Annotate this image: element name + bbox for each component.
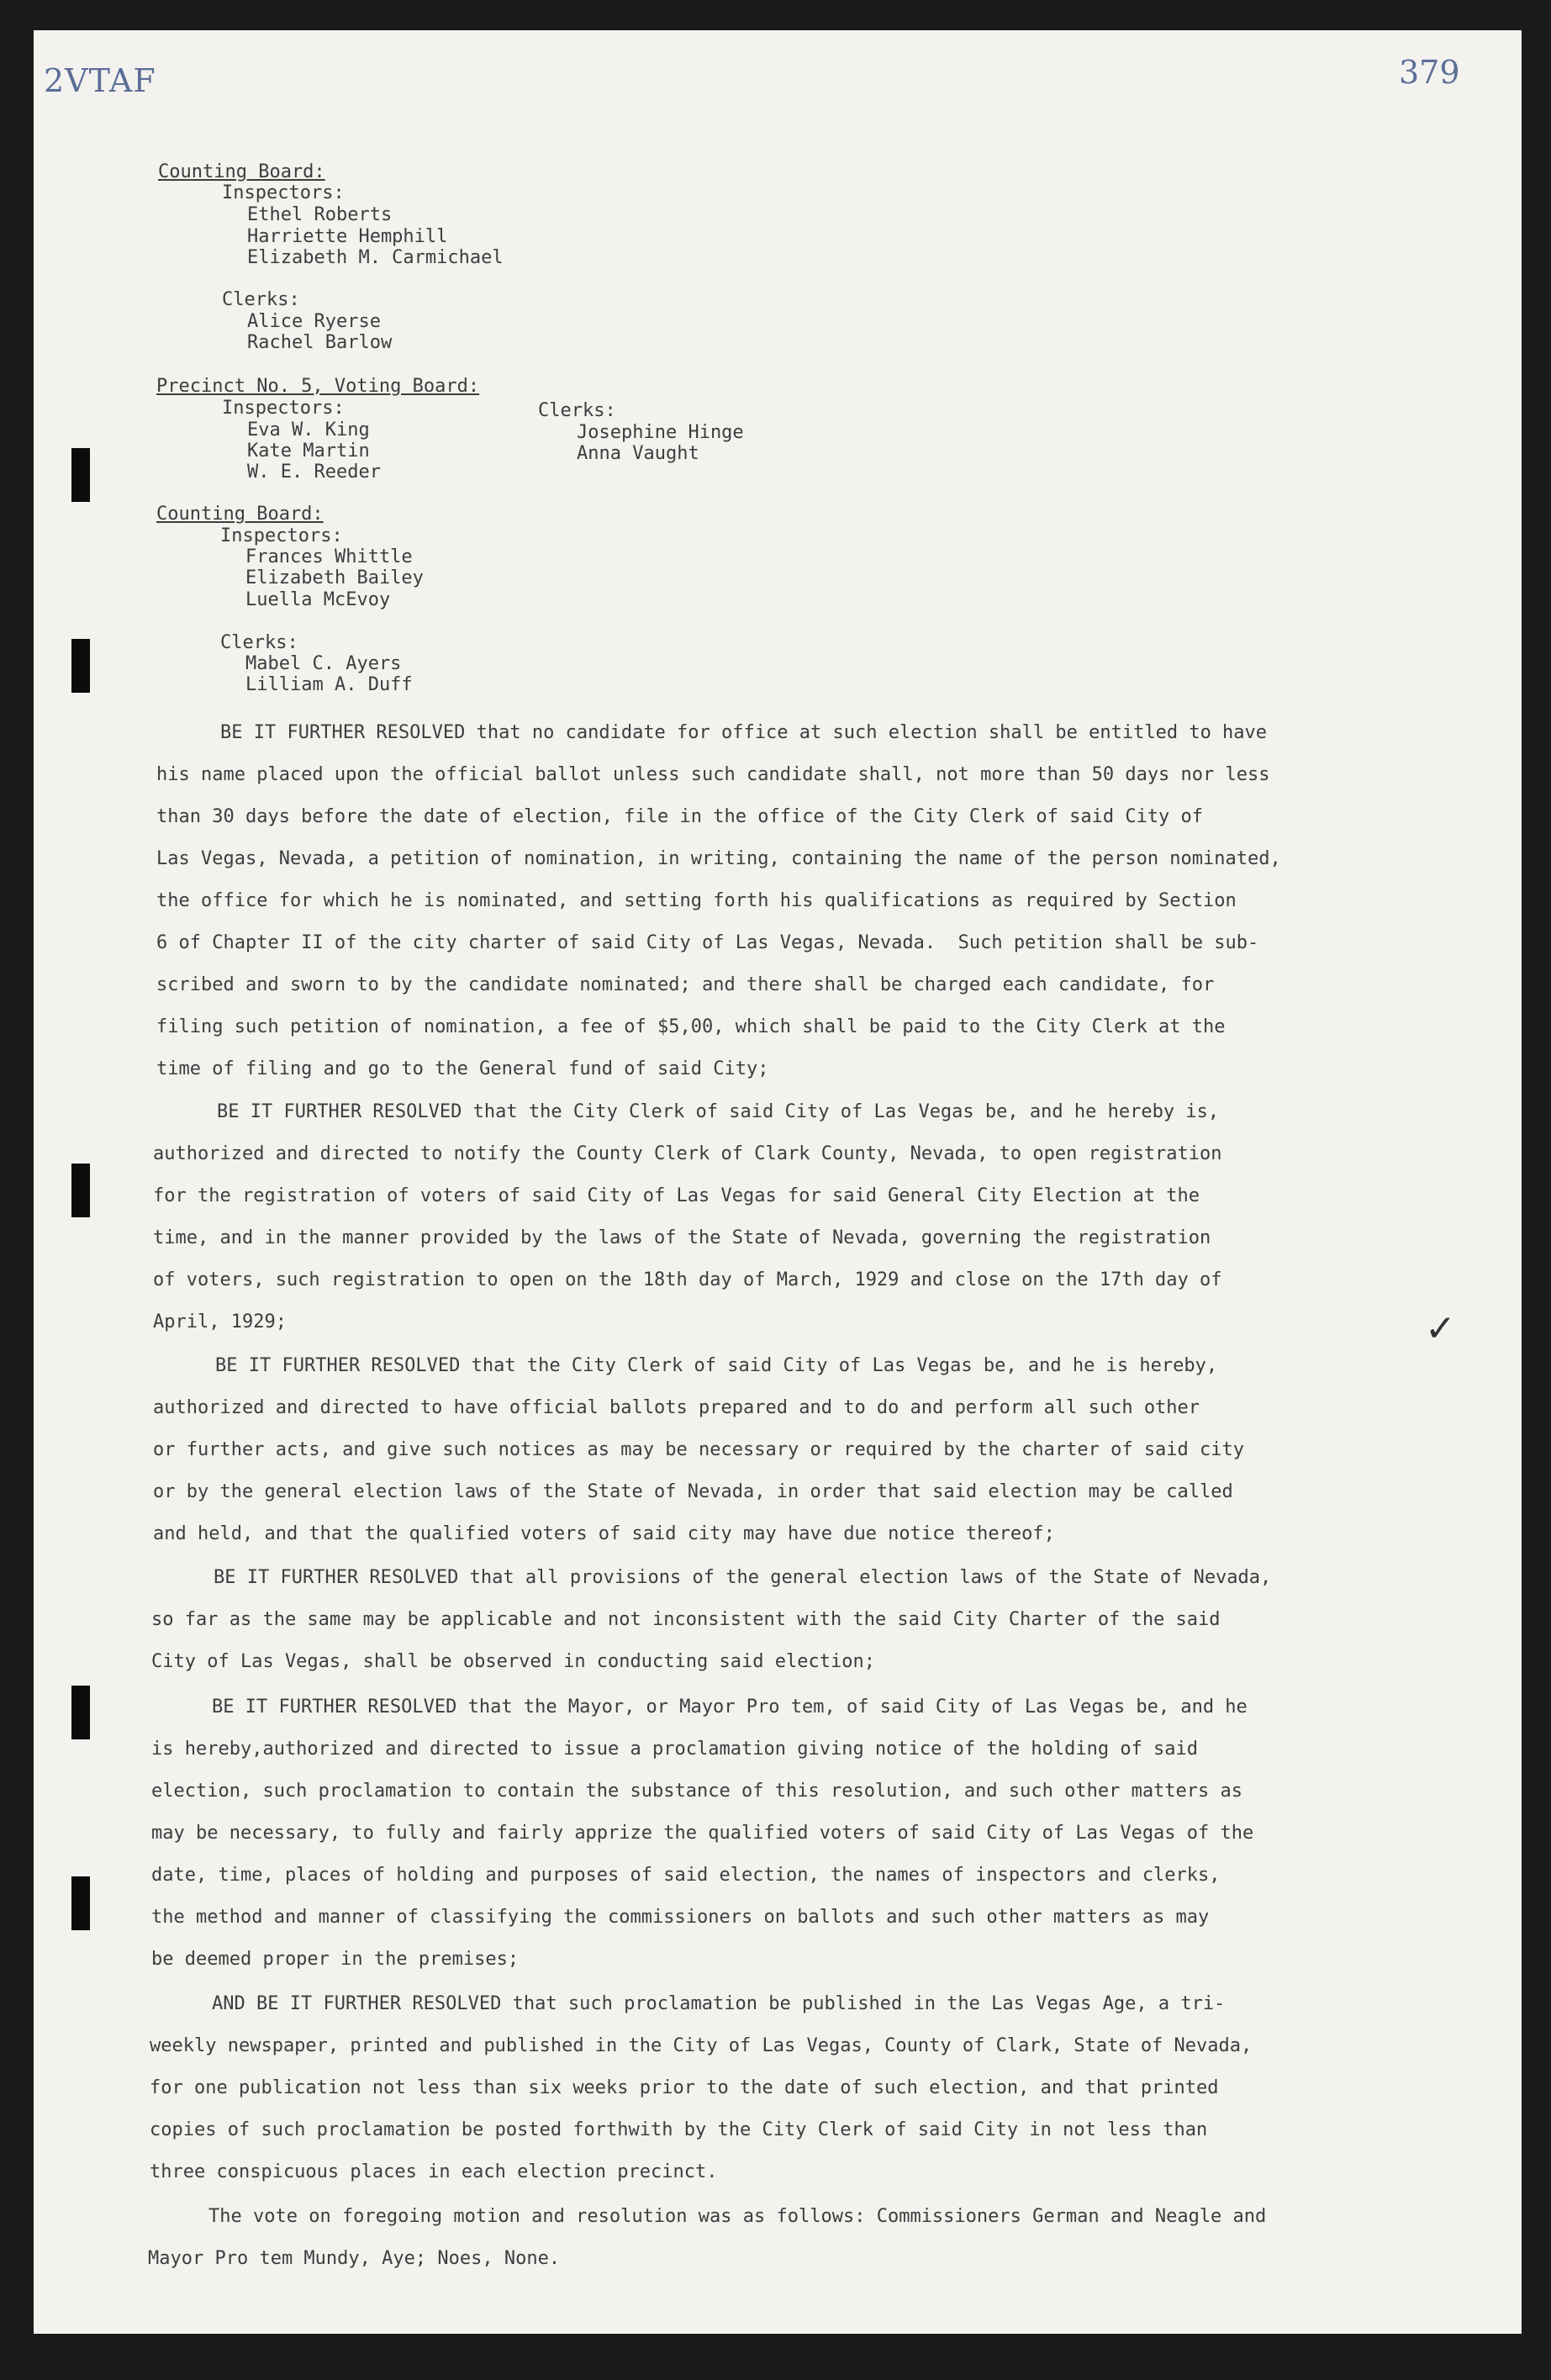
clerks-label: Clerks: bbox=[538, 400, 616, 421]
body-line: or by the general election laws of the State of Nevada, in order that said election may be called bbox=[153, 1481, 1233, 1502]
body-line: for one publication not less than six weeks prior to the date of such election, and that printed bbox=[150, 2077, 1219, 2098]
body-line: weekly newspaper, printed and published in the City of Las Vegas, County of Clark, State of Nevada, bbox=[150, 2035, 1253, 2056]
body-line: is hereby,authorized and directed to issue a proclamation giving notice of the holding of said bbox=[151, 1739, 1199, 1760]
clerk-name: Rachel Barlow bbox=[247, 332, 393, 353]
inspector-name: Harriette Hemphill bbox=[247, 226, 448, 247]
clerk-name: Lilliam A. Duff bbox=[245, 674, 413, 695]
body-line: and held, and that the qualified voters of said city may have due notice thereof; bbox=[153, 1523, 1055, 1544]
body-line: authorized and directed to have official ballots prepared and to do and perform all such other bbox=[153, 1397, 1200, 1418]
body-line: be deemed proper in the premises; bbox=[151, 1949, 520, 1970]
body-line: April, 1929; bbox=[153, 1311, 287, 1332]
binding-mark bbox=[71, 639, 90, 693]
body-line: BE IT FURTHER RESOLVED that the Mayor, or Mayor Pro tem, of said City of Las Vegas be, and he bbox=[212, 1697, 1248, 1718]
body-line: than 30 days before the date of election, file in the office of the City Clerk of said City of bbox=[156, 806, 1204, 827]
clerks-label: Clerks: bbox=[222, 289, 300, 310]
page-number: 379 bbox=[1399, 54, 1460, 91]
precinct-heading: Precinct No. 5, Voting Board: bbox=[156, 376, 480, 397]
body-line: BE IT FURTHER RESOLVED that the City Clerk of said City of Las Vegas be, and he hereby is, bbox=[217, 1101, 1220, 1122]
body-line: AND BE IT FURTHER RESOLVED that such proclamation be published in the Las Vegas Age, a tri- bbox=[212, 1993, 1226, 2014]
inspector-name: Ethel Roberts bbox=[247, 204, 393, 225]
body-line: authorized and directed to notify the County Clerk of Clark County, Nevada, to open registration bbox=[153, 1143, 1222, 1164]
inspector-name: Kate Martin bbox=[247, 441, 370, 462]
inspector-name: Elizabeth Bailey bbox=[245, 567, 424, 588]
binding-mark bbox=[71, 1686, 90, 1739]
inspector-name: Luella McEvoy bbox=[245, 589, 391, 610]
checkmark-icon: ✓ bbox=[1425, 1307, 1456, 1350]
inspector-name: Elizabeth M. Carmichael bbox=[247, 247, 504, 268]
body-line: election, such proclamation to contain the substance of this resolution, and such other matters as bbox=[151, 1781, 1243, 1802]
body-line: time of filing and go to the General fund of said City; bbox=[156, 1058, 769, 1079]
inspectors-label: Inspectors: bbox=[222, 182, 345, 203]
body-line: for the registration of voters of said City of Las Vegas for said General City Election at the bbox=[153, 1185, 1200, 1206]
body-line: the office for which he is nominated, and setting forth his qualifications as required by Section bbox=[156, 890, 1237, 911]
binding-mark bbox=[71, 448, 90, 502]
body-line: BE IT FURTHER RESOLVED that the City Clerk of said City of Las Vegas be, and he is hereby, bbox=[215, 1355, 1218, 1376]
body-line: scribed and sworn to by the candidate nominated; and there shall be charged each candidate, for bbox=[156, 974, 1215, 995]
body-line: time, and in the manner provided by the laws of the State of Nevada, governing the registration bbox=[153, 1227, 1211, 1248]
body-line: his name placed upon the official ballot unless such candidate shall, not more than 50 days nor less bbox=[156, 764, 1270, 785]
clerk-name: Anna Vaught bbox=[577, 443, 699, 464]
clerk-name: Josephine Hinge bbox=[577, 422, 744, 443]
inspector-name: Eva W. King bbox=[247, 420, 370, 441]
body-line: the method and manner of classifying the commissioners on ballots and such other matters as may bbox=[151, 1907, 1210, 1928]
body-line: filing such petition of nomination, a fee of $5,00, which shall be paid to the City Clerk at the bbox=[156, 1016, 1226, 1037]
binding-mark bbox=[71, 1164, 90, 1217]
body-line: may be necessary, to fully and fairly apprize the qualified voters of said City of Las Vegas of the bbox=[151, 1823, 1254, 1844]
body-line: three conspicuous places in each election precinct. bbox=[150, 2161, 718, 2182]
body-line: of voters, such registration to open on the 18th day of March, 1929 and close on the 17th day of bbox=[153, 1269, 1222, 1290]
inspectors-label: Inspectors: bbox=[222, 398, 345, 419]
counting-board-heading: Counting Board: bbox=[156, 504, 324, 525]
body-line: so far as the same may be applicable and not inconsistent with the said City Charter of the said bbox=[151, 1609, 1221, 1630]
body-line: copies of such proclamation be posted forthwith by the City Clerk of said City in not less than bbox=[150, 2119, 1208, 2140]
counting-board-heading: Counting Board: bbox=[158, 161, 325, 182]
binding-mark bbox=[71, 1876, 90, 1930]
body-line: BE IT FURTHER RESOLVED that no candidate for office at such election shall be entitled to have bbox=[220, 722, 1268, 743]
body-line: date, time, places of holding and purposes of said election, the names of inspectors and clerks, bbox=[151, 1865, 1221, 1886]
inspector-name: W. E. Reeder bbox=[247, 462, 381, 483]
body-line: BE IT FURTHER RESOLVED that all provisions of the general election laws of the State of Nevada, bbox=[214, 1567, 1272, 1588]
body-line: or further acts, and give such notices as may be necessary or required by the charter of said city bbox=[153, 1439, 1245, 1460]
body-line: The vote on foregoing motion and resolution was as follows: Commissioners German and Neagle and bbox=[208, 2206, 1267, 2227]
clerk-name: Alice Ryerse bbox=[247, 311, 381, 332]
inspectors-label: Inspectors: bbox=[220, 525, 343, 546]
inspector-name: Frances Whittle bbox=[245, 546, 413, 567]
body-line: Las Vegas, Nevada, a petition of nomination, in writing, containing the name of the person nominated, bbox=[156, 848, 1281, 869]
body-line: 6 of Chapter II of the city charter of said City of Las Vegas, Nevada. Such petition shall be sub- bbox=[156, 932, 1259, 953]
clerks-label: Clerks: bbox=[220, 632, 298, 653]
clerk-name: Mabel C. Ayers bbox=[245, 653, 402, 674]
archive-stamp: 2VTAF bbox=[44, 62, 156, 99]
body-line: Mayor Pro tem Mundy, Aye; Noes, None. bbox=[148, 2248, 561, 2269]
body-line: City of Las Vegas, shall be observed in conducting said election; bbox=[151, 1651, 875, 1672]
